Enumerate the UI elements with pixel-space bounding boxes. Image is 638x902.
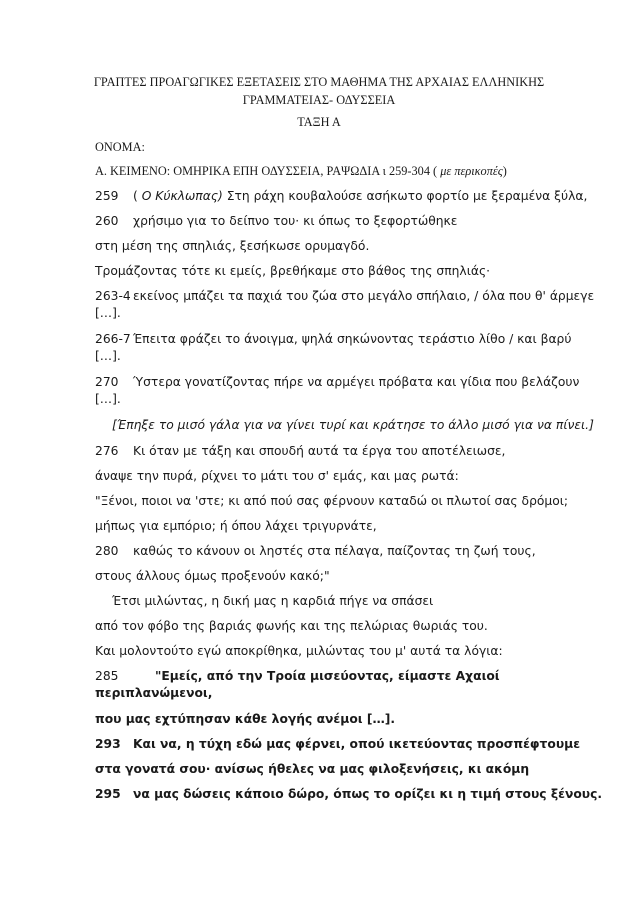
line-number: 276 [95,444,119,458]
verse-line [95,736,598,753]
verse-text: Κι όταν με τάξη και σπουδή αυτά τα έργα του αποτέλειωσε, [133,444,506,458]
verse-line: 259 ( Ο Κύκλωπας) Στη ράχη κουβαλούσε ασήκωτο φορτίο με ξεραμένα ξύλα, [95,189,588,203]
verse-line: Έτσι μιλώντας, η δική μας η καρδιά πήγε να σπάσει [112,594,434,608]
verse-text: Ύστερα γονατίζοντας πήρε να αρμέγει πρόβατα και γίδια που βελάζουν […]. [95,375,580,406]
speaker-note: Ο Κύκλωπας) [141,189,223,203]
verse-line: στη μέση της σπηλιάς, ξεσήκωσε ορυμαγδό. [95,239,370,253]
exam-title-line-1: ΓΡΑΠΤΕΣ ΠΡΟΑΓΩΓΙΚΕΣ ΕΞΕΤΑΣΕΙΣ ΣΤΟ ΜΑΘΗΜΑ ΤΗΣ ΑΡΧΑΙΑΣ ΕΛΛΗΝΙΚΗΣ [93,75,545,89]
verse-line: Τρομάζοντας τότε κι εμείς, βρεθήκαμε στο βάθος της σπηλιάς· [95,264,491,278]
section-heading-note: με περικοπές [437,164,503,178]
verse-line: Και μολοντούτο εγώ αποκρίθηκα, μιλώντας του μ' αυτά τα λόγια: [95,644,503,658]
verse-text: εκείνος μπάζει τα παχιά του ζώα στο μεγάλο σπήλαιο, / όλα που θ' άρμεγε […]. [95,289,595,320]
verse-text: Στη ράχη κουβαλούσε ασήκωτο φορτίο με ξεραμένα ξύλα, [222,189,588,203]
verse-text: καθώς το κάνουν οι ληστές στα πέλαγα, παίζοντας τη ζωή τους, [133,544,536,558]
verse-text: Έπειτα φράζει το άνοιγμα, ψηλά σηκώνοντας τεράστιο λίθο / και βαρύ […]. [95,332,572,363]
section-heading [95,163,598,180]
verse-line [95,288,598,322]
verse-text: Και να, η τύχη εδώ μας φέρνει, οπού ικετεύοντας προσπέφτουμε [133,737,581,751]
verse-text: χρήσιμο για το δείπνο του· κι όπως το ξεφορτώθηκε [133,214,458,228]
line-number: 260 [95,214,119,228]
verse-text: "Εμείς, από την Τροία μισεύοντας, είμαστε Αχαιοί περιπλανώμενοι, [95,669,500,700]
exam-title-line-2: ΓΡΑΜΜΑΤΕΙΑΣ- ΟΔΥΣΣΕΙΑ [242,93,396,107]
verse-line: μήπως για εμπόριο; ή όπου λάχει τριγυρνάτε, [95,519,377,533]
verse-line: στα γονατά σου· ανίσως ήθελες να μας φιλοξενήσεις, κι ακόμη [95,762,530,776]
line-number: 263-4 [95,289,131,303]
line-number: 295 [95,787,121,801]
verse-line [95,213,598,230]
verse-line: άναψε την πυρά, ρίχνει το μάτι του σ' εμάς, και μας ρωτά: [95,469,459,483]
section-heading-text: Α. ΚΕΙΜΕΝΟ: ΟΜΗΡΙΚΑ ΕΠΗ ΟΔΥΣΣΕΙΑ, ΡΑΨΩΔΙΑ ι 259-304 ( [95,164,438,178]
verse-line [95,786,603,803]
verse-line: από τον φόβο της βαριάς φωνής και της πελώριας θωριάς του. [95,619,488,633]
verse-line [95,443,598,460]
line-number: 259 [95,189,119,203]
verse-line [95,668,598,702]
verse-line [95,543,598,560]
class-label: ΤΑΞΗ Α [297,115,341,129]
verse-line: "Ξένοι, ποιοι να 'στε; κι από πού σας φέρνουν καταδώ οι πλωτοί σας δρόμοι; [95,494,569,508]
verse-line [95,374,598,408]
line-number: 293 [95,737,121,751]
line-number: 280 [95,544,119,558]
name-label: ΟΝΟΜΑ: [95,140,145,154]
line-number: 266-7 [95,332,131,346]
section-heading-close: ) [502,164,507,178]
bracket-summary: [Έπηξε το μισό γάλα για να γίνει τυρί και κράτησε το άλλο μισό για να πίνει.] [112,418,594,432]
line-number: 270 [95,375,119,389]
verse-line: στους άλλους όμως προξενούν κακό;" [95,569,330,583]
verse-line [95,331,598,365]
line-number: 285 [95,669,119,683]
verse-line: που μας εχτύπησαν κάθε λογής ανέμοι […]. [95,712,396,726]
verse-text: να μας δώσεις κάποιο δώρο, όπως το ορίζει κι η τιμή στους ξένους. [133,787,603,801]
